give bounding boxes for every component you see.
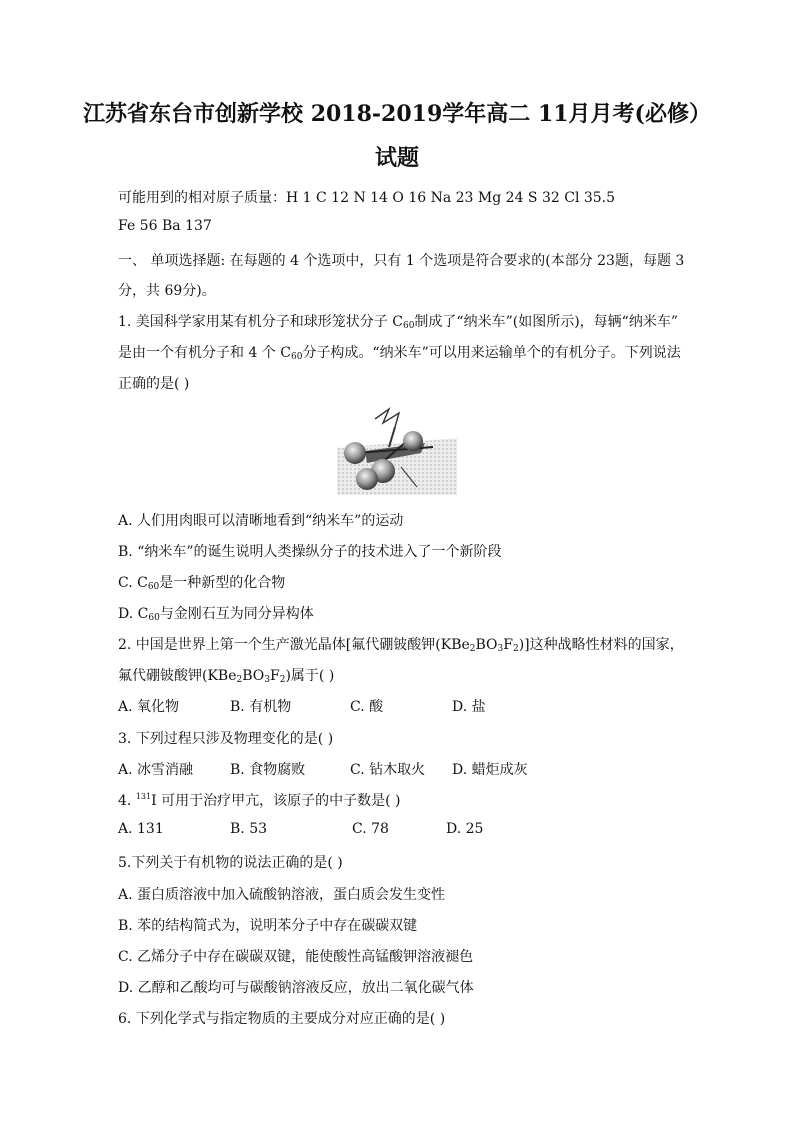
question-1-stem-line3: 正确的是( ) bbox=[118, 376, 190, 392]
nanocar-image-icon bbox=[337, 403, 457, 495]
question-2-stem-line2: 氟代硼铍酸钾$(KBe_2BO_3F_2)$属于( ) bbox=[118, 668, 335, 685]
question-5-option-a: A. 蛋白质溶液中加入硫酸钠溶液，蛋白质会发生变性 bbox=[118, 887, 446, 903]
question-4-option-b: B. 53 bbox=[230, 821, 268, 837]
section-heading: 一、 单项选择题: 在每题的 4 个选项中，只有 1 个选项是符合要求的(本部分 23题，每题 3 bbox=[118, 253, 685, 269]
question-2-option-a: A. 氧化物 bbox=[118, 699, 180, 715]
question-1-stem-line1: 1. 美国科学家用某有机分子和球形笼状分子 $C_{60}$制成了“纳米车”(如图所示)，每辆“纳米车” bbox=[118, 314, 678, 331]
question-1-option-a: A. 人们用肉眼可以清晰地看到“纳米车”的运动 bbox=[118, 513, 404, 529]
page-title: 江苏省东台市创新学校 2018-2019学年高二 11月月考(必修） bbox=[83, 101, 711, 127]
question-1-option-d: D. $C_{60}$与金刚石互为同分异构体 bbox=[118, 606, 314, 623]
question-1-option-b: B. “纳米车”的诞生说明人类操纵分子的技术进入了一个新阶段 bbox=[118, 544, 502, 560]
question-3-option-b: B. 食物腐败 bbox=[230, 762, 306, 778]
question-3-option-c: C. 钻木取火 bbox=[350, 762, 426, 778]
section-heading-line2: 分，共 69分)。 bbox=[118, 283, 216, 299]
nanocar-figure bbox=[337, 403, 457, 495]
question-4-stem: 4. $^{131}$I 可用于治疗甲亢，该原子的中子数是( ) bbox=[118, 792, 401, 809]
question-2-option-b: B. 有机物 bbox=[230, 699, 292, 715]
question-4-option-a: A. 131 bbox=[118, 821, 164, 837]
question-5-option-c: C. 乙烯分子中存在碳碳双键，能使酸性高锰酸钾溶液褪色 bbox=[118, 949, 474, 965]
question-5-option-d: D. 乙醇和乙酸均可与碳酸钠溶液反应，放出二氧化碳气体 bbox=[118, 980, 474, 996]
question-3-option-a: A. 冰雪消融 bbox=[118, 762, 194, 778]
question-3-stem: 3. 下列过程只涉及物理变化的是( ) bbox=[118, 731, 334, 747]
question-4-option-d: D. 25 bbox=[446, 821, 484, 837]
atomic-masses-line1: 可能用到的相对原子质量：H 1 C 12 N 14 O 16 Na 23 Mg 24 S 32 Cl 35.5 bbox=[118, 190, 616, 206]
question-1-stem-line2: 是由一个有机分子和 4 个 $C_{60}$分子构成。“纳米车”可以用来运输单个的有机分子。下列说法 bbox=[118, 345, 681, 362]
question-5-option-b: B. 苯的结构简式为，说明苯分子中存在碳碳双键 bbox=[118, 918, 418, 934]
question-2-option-c: C. 酸 bbox=[350, 699, 384, 715]
question-6-stem: 6. 下列化学式与指定物质的主要成分对应正确的是( ) bbox=[118, 1011, 446, 1027]
question-5-stem: 5.下列关于有机物的说法正确的是( ) bbox=[118, 855, 343, 871]
question-2-option-d: D. 盐 bbox=[452, 699, 486, 715]
question-2-stem-line1: 2. 中国是世界上第一个生产激光晶体[氟代硼铍酸钾$(KBe_2BO_3F_2)$]这种战略性材料的国家， bbox=[118, 637, 684, 654]
question-3-option-d: D. 蜡炬成灰 bbox=[452, 762, 528, 778]
atomic-masses-line2: Fe 56 Ba 137 bbox=[118, 218, 212, 234]
question-1-option-c: C. $C_{60}$是一种新型的化合物 bbox=[118, 575, 286, 592]
question-4-option-c: C. 78 bbox=[352, 821, 389, 837]
page-title-line2: 试题 bbox=[374, 145, 419, 171]
